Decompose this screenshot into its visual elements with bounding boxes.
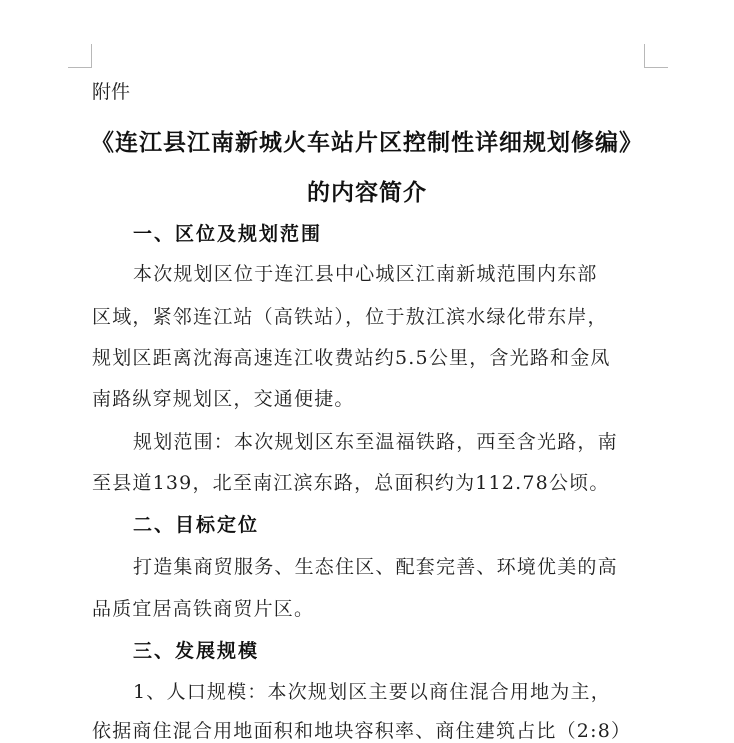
- annex-label: 附件: [92, 81, 131, 103]
- paragraph-line: 1、人口规模：本次规划区主要以商住混合用地为主，: [133, 681, 611, 703]
- crop-mark-top-left-h: [68, 67, 92, 68]
- paragraph-line: 品质宜居高铁商贸片区。: [92, 598, 315, 620]
- paragraph-line: 规划范围：本次规划区东至温福铁路，西至含光路，南: [133, 431, 618, 453]
- paragraph-line: 打造集商贸服务、生态住区、配套完善、环境优美的高: [133, 556, 618, 578]
- paragraph-line: 南路纵穿规划区，交通便捷。: [92, 388, 355, 410]
- document-title-line-2: 的内容简介: [307, 180, 427, 206]
- document-title-line-1: 《连江县江南新城火车站片区控制性详细规划修编》: [91, 130, 643, 156]
- paragraph-line: 依据商住混合用地面积和地块容积率、商住建筑占比（2:8）: [92, 720, 632, 742]
- paragraph-line: 区域，紧邻连江站（高铁站），位于敖江滨水绿化带东岸，: [92, 306, 608, 328]
- section-heading: 二、目标定位: [133, 514, 260, 536]
- crop-mark-top-right-v: [644, 44, 645, 68]
- section-heading: 三、发展规模: [133, 640, 260, 662]
- crop-mark-top-right-h: [644, 67, 668, 68]
- paragraph-line: 至县道139，北至南江滨东路，总面积约为112.78公顷。: [92, 472, 610, 494]
- section-heading: 一、区位及规划范围: [133, 223, 323, 245]
- paragraph-line: 规划区距离沈海高速连江收费站约5.5公里，含光路和金凤: [92, 347, 611, 369]
- paragraph-line: 本次规划区位于连江县中心城区江南新城范围内东部: [133, 263, 598, 285]
- crop-mark-top-left-v: [91, 44, 92, 68]
